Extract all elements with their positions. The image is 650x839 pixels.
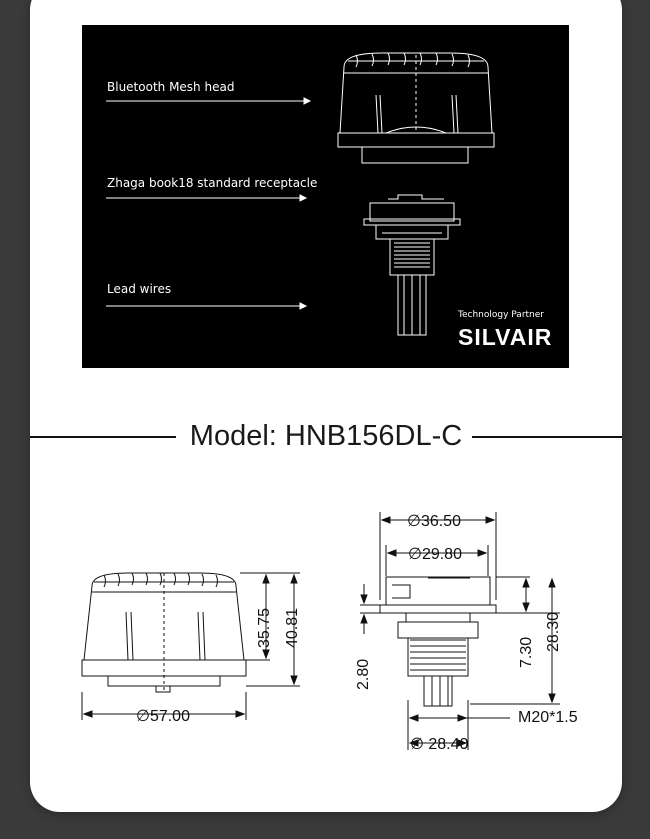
model-title: Model: HNB156DL-C [182, 420, 470, 452]
partner-caption: Technology Partner [458, 310, 544, 320]
head-diameter-dim: ∅57.00 [136, 708, 190, 725]
silvair-logo: SILVAIR [458, 324, 553, 350]
wires-label: Lead wires [107, 282, 172, 296]
flange-thickness-dim: 2.80 [355, 658, 372, 690]
head-height-a-dim: 35.75 [256, 607, 273, 648]
receptacle-side-view [380, 577, 496, 706]
receptacle-label: Zhaga book18 standard receptacle [107, 176, 318, 190]
head-side-view [82, 573, 246, 692]
thread-profile [410, 640, 466, 670]
rec-height-b-dim: 28.30 [545, 611, 562, 652]
rec-height-a-dim: 7.30 [518, 636, 535, 668]
head-label: Bluetooth Mesh head [107, 80, 235, 94]
thread-dim: M20*1.5 [518, 709, 578, 726]
rec-inner-diameter-dim: ∅29.80 [408, 546, 462, 563]
head-height-b-dim: 40.81 [284, 607, 301, 648]
thread-diameter-dim: ∅ 28.40 [410, 736, 469, 753]
rec-outer-diameter-dim: ∅36.50 [407, 513, 461, 530]
